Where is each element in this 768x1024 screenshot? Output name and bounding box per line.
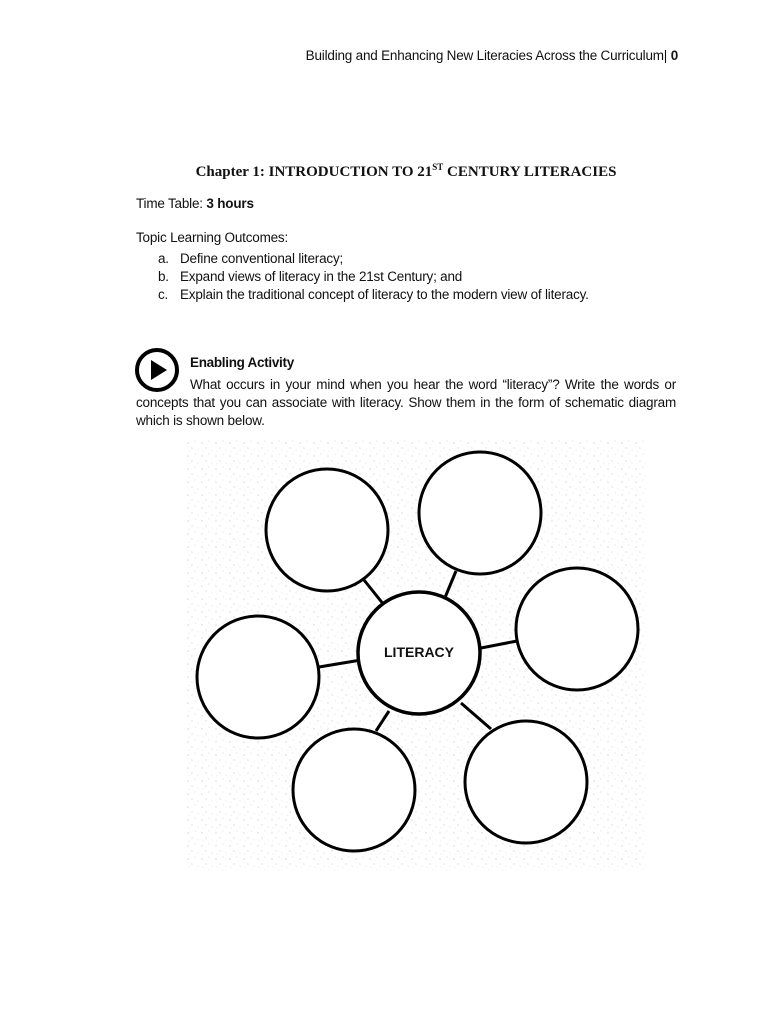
bubble-right — [516, 568, 638, 690]
center-label: LITERACY — [384, 644, 454, 660]
outcome-marker: a. — [158, 251, 169, 266]
outcome-marker: c. — [158, 287, 169, 302]
outcome-item — [158, 250, 589, 268]
schematic-diagram — [186, 440, 646, 870]
activity-title: Enabling Activity — [190, 355, 294, 370]
outcome-text: Expand views of literacy in the 21st Century; and — [180, 269, 463, 284]
running-header — [306, 48, 678, 63]
page-number: 0 — [670, 48, 678, 63]
activity-text: What occurs in your mind when you hear the word “literacy”? Write the words or concepts that you can associate with literacy. Show them in the form of schematic diagram which is shown below. — [136, 377, 676, 428]
outcome-item — [158, 268, 589, 286]
chapter-title — [0, 162, 768, 181]
time-table-value: 3 hours — [206, 196, 254, 211]
chapter-title-superscript: ST — [432, 162, 444, 172]
outcome-text: Define conventional literacy; — [180, 251, 344, 266]
bubble-bottom-right — [465, 721, 587, 843]
chapter-title-prefix: Chapter 1: INTRODUCTION TO 21 — [195, 164, 433, 180]
bubble-top-left — [266, 469, 388, 591]
outcome-text: Explain the traditional concept of literacy to the modern view of literacy. — [180, 287, 589, 302]
bubble-left — [197, 616, 319, 738]
bubble-bottom-left — [293, 729, 415, 851]
chapter-title-suffix: CENTURY LITERACIES — [443, 164, 617, 180]
outcome-item — [158, 286, 589, 304]
outcomes-list — [158, 250, 589, 304]
running-title: Building and Enhancing New Literacies Across the Curriculum| — [305, 48, 668, 63]
outcome-marker: b. — [158, 269, 169, 284]
bubble-top-right — [419, 452, 541, 574]
outcomes-heading: Topic Learning Outcomes: — [136, 230, 289, 245]
time-table-label: Time Table: — [136, 196, 207, 211]
time-table — [136, 196, 254, 211]
